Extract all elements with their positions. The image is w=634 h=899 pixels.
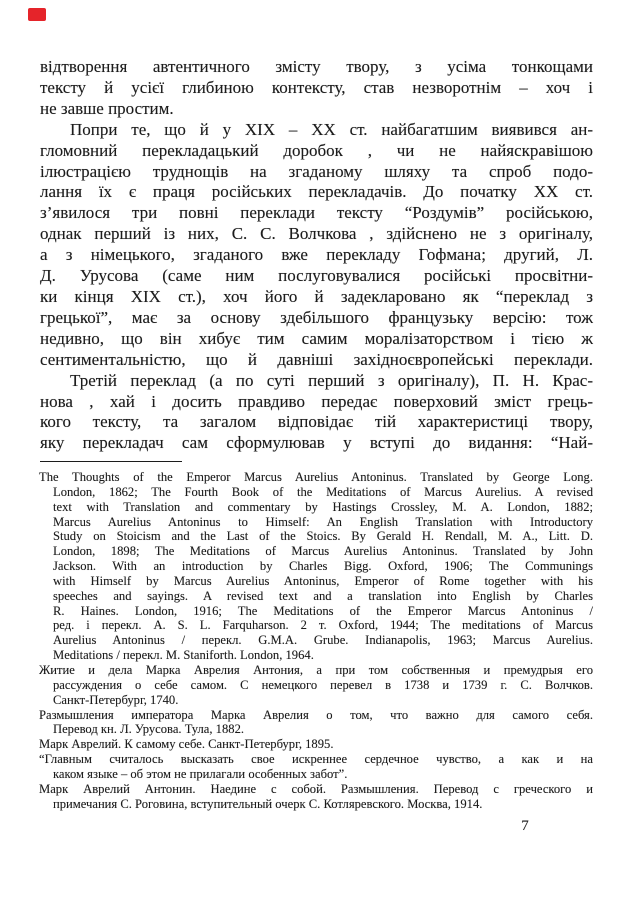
text-line: Попри те, що й у XIX – XX ст. найбагатшим виявився ан- (70, 119, 593, 139)
footnote-line: text with Translation and commentary by Hastings Crossley, M. A. London, 1882; (53, 499, 593, 514)
footnote-separator (40, 461, 182, 462)
text-line: однак перший із них, С. С. Волчкова , здійснено не з оригіналу, (40, 224, 593, 244)
footnote-line: Jackson. With an introduction by Charles Bigg. Oxford, 1906; The Communings (53, 559, 593, 574)
text-line: Третій переклад (а по суті перший з оригіналу), П. Н. Крас- (70, 370, 593, 390)
footnote-line: “Главным считалось высказать свое искреннее сердечное чувство, а как и на (39, 752, 593, 767)
footnote-line: The Thoughts of the Emperor Marcus Aurelius Antoninus. Translated by George Long. (39, 470, 593, 484)
footnote-line: Meditations / перекл. M. Staniforth. London, 1964. (53, 648, 314, 663)
text-line: тексту й усієї глибиною контексту, став незворотнім – хоч і (40, 77, 593, 97)
main-text (40, 57, 593, 454)
text-line: грецької”, має за основу здебільшого французьку версію: тож (40, 307, 593, 327)
footnotes (39, 470, 593, 811)
text-line: ілюстрацією труднощів на згаданому шляху та спроб подо- (40, 161, 593, 181)
footnote-line: Study on Stoicism and the Last of the Stoics. By Gerald H. Rendall, M. A., Litt. D. (53, 529, 593, 544)
text-line: не завше простим. (40, 98, 174, 118)
footnote-line: примечания С. Роговина, вступительный очерк С. Котляревского. Москва, 1914. (53, 796, 483, 811)
footnote-line: R. Haines. London, 1916; The Meditations of the Emperor Marcus Antoninus / (53, 603, 593, 618)
text-line: а з німецького, згаданого вже перекладу Гофмана; другий, Л. (40, 245, 593, 265)
footnote-line: with Himself by Marcus Aurelius Antoninus, Emperor of Rome together with his (53, 573, 593, 588)
text-line: сентиментальністю, що й давніші західноєвропейські переклади. (40, 349, 593, 369)
text-line: гломовний перекладацький доробок , чи не найяскравішою (40, 140, 593, 160)
footnote-line: Санкт-Петербург, 1740. (53, 692, 179, 707)
footnote-line: ред. і перекл. A. S. L. Farquharson. 2 т. Oxford, 1944; The meditations of Marcus (53, 618, 593, 633)
footnote-line: speeches and sayings. A revised text and a translation into English by Charles (53, 588, 593, 603)
text-line: з’явилося три повні переклади тексту “Роздумів” російською, (40, 203, 593, 223)
text-line: кого тексту, та загалом відповідає тій характеристиці твору, (40, 412, 593, 432)
footnote-line: Житие и дела Марка Аврелия Антония, а при том собственныя и премудрыя его (39, 662, 593, 677)
red-scan-marker (28, 8, 46, 21)
text-line: нова , хай і досить правдиво передає поверховий зміст грець- (40, 391, 593, 411)
footnote-line: Марк Аврелий. К самому себе. Санкт-Петербург, 1895. (39, 737, 334, 752)
footnote-line: Aurelius Antoninus / перекл. G.M.A. Grube. Indianapolis, 1963; Marcus Aurelius. (53, 633, 593, 648)
footnote-line: Марк Аврелий Антонин. Наедине с собой. Размышления. Перевод с греческого и (39, 781, 593, 796)
text-line: лання їх є праця російських перекладачів. До початку XX ст. (40, 182, 593, 202)
text-line: відтворення автентичного змісту твору, з усіма тонкощами (40, 57, 593, 76)
footnote-line: рассуждения о себе самом. С немецкого перевел в 1738 и 1739 г. С. Волчков. (53, 677, 593, 692)
text-line: яку перекладач сам сформулював у вступі до видання: “Най- (40, 433, 593, 453)
footnote-line: Размышления императора Марка Аврелия о том, что важно для самого себя. (39, 707, 593, 722)
text-line: недивно, що він хибує тим самим моралізаторством і тією ж (40, 328, 593, 348)
footnote-line: Marcus Aurelius Antoninus to Himself: An English Translation with Introductory (53, 514, 593, 529)
footnote-line: London, 1862; The Fourth Book of the Meditations of Marcus Aurelius. A revised (53, 484, 593, 499)
footnote-line: Перевод кн. Л. Урусова. Тула, 1882. (53, 722, 245, 737)
text-line: ки кінця XIX ст.), хоч його й задекларовано як “переклад з (40, 286, 593, 306)
footnote-line: каком языке – об этом не прилагали особенных забот”. (53, 766, 348, 781)
footnote-line: London, 1898; The Meditations of Marcus Aurelius Antoninus. Translated by John (53, 544, 593, 559)
text-line: Д. Урусова (саме ним послуговувалися російські просвітни- (40, 266, 593, 286)
page-number: 7 (521, 818, 529, 834)
